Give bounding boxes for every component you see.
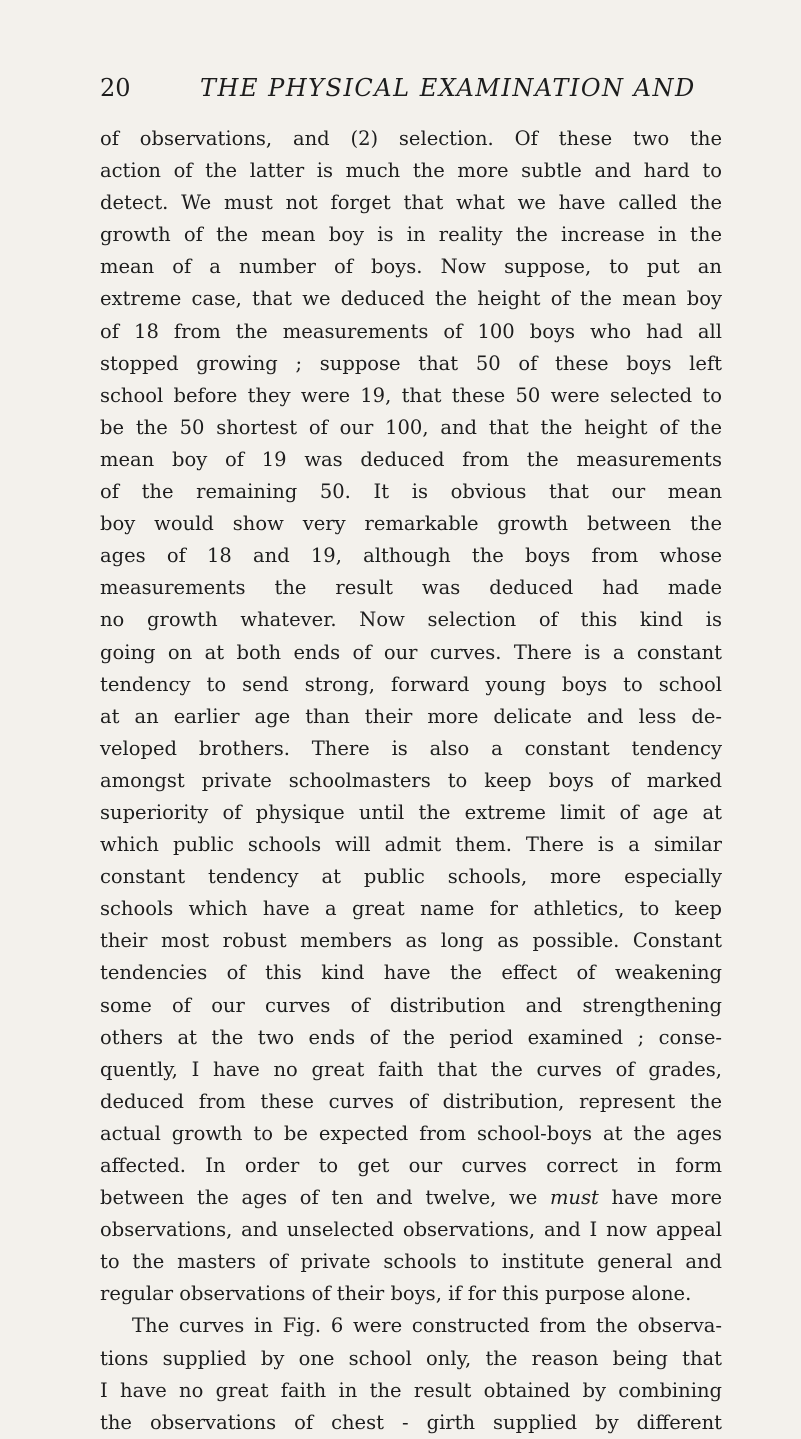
- text-line: tions supplied by one school only, the reason being that: [100, 1346, 722, 1370]
- text-line: observations, and unselected observations, and I now appeal: [100, 1218, 722, 1242]
- text-line: deduced from these curves of distribution, represent the: [100, 1089, 722, 1113]
- text-line: constant tendency at public schools, more especially: [100, 865, 722, 889]
- text-line: superiority of physique until the extreme limit of age at: [100, 800, 722, 824]
- text-line: of the remaining 50. It is obvious that our mean: [100, 480, 722, 504]
- text-segment: have more: [598, 1186, 723, 1210]
- text-line: growth of the mean boy is in reality the increase in the: [100, 223, 722, 247]
- text-line: school before they were 19, that these 50 were selected to: [100, 383, 722, 407]
- text-line: actual growth to be expected from school-boys at the ages: [100, 1121, 722, 1145]
- text-line: boy would show very remarkable growth between the: [100, 512, 722, 536]
- text-line: stopped growing ; suppose that 50 of these boys left: [100, 351, 722, 375]
- text-line: affected. In order to get our curves correct in form: [100, 1154, 722, 1177]
- running-head: THE PHYSICAL EXAMINATION AND: [200, 74, 696, 102]
- text-line: mean of a number of boys. Now suppose, to put an: [100, 255, 722, 279]
- text-line: veloped brothers. There is also a constant tendency: [100, 736, 722, 760]
- text-line: action of the latter is much the more subtle and hard to: [100, 159, 722, 183]
- page-number: 20: [100, 74, 131, 102]
- text-line: to the masters of private schools to institute general and: [100, 1250, 722, 1274]
- text-line: I have no great faith in the result obtained by combining: [100, 1378, 722, 1402]
- text-line: of 18 from the measurements of 100 boys who had all: [100, 319, 722, 343]
- text-line: others at the two ends of the period examined ; conse-: [100, 1025, 722, 1049]
- page-header: [100, 70, 720, 110]
- text-line: going on at both ends of our curves. There is a constant: [100, 640, 722, 664]
- text-line: detect. We must not forget that what we have called the: [100, 191, 722, 215]
- emphasized-word: must: [549, 1186, 599, 1210]
- text-line: tendencies of this kind have the effect of weakening: [100, 961, 722, 985]
- text-line: ages of 18 and 19, although the boys from whose: [100, 544, 722, 568]
- text-line: tendency to send strong, forward young boys to school: [100, 672, 722, 696]
- body-text: [100, 123, 722, 1439]
- text-line: some of our curves of distribution and strengthening: [100, 993, 722, 1017]
- text-line: amongst private schoolmasters to keep boys of marked: [100, 768, 722, 792]
- text-line: measurements the result was deduced had made: [100, 576, 722, 600]
- text-line: be the 50 shortest of our 100, and that the height of the: [100, 415, 722, 439]
- text-line: at an earlier age than their more delicate and less de-: [100, 704, 722, 728]
- text-line: their most robust members as long as possible. Constant: [100, 929, 722, 953]
- text-segment: between the ages of ten and twelve, we: [100, 1186, 550, 1210]
- text-line: schools which have a great name for athletics, to keep: [100, 897, 722, 921]
- text-line: of observations, and (2) selection. Of these two the: [100, 127, 722, 150]
- text-line: regular observations of their boys, if for this purpose alone.: [100, 1282, 692, 1306]
- text-line: which public schools will admit them. There is a similar: [100, 833, 722, 857]
- paragraph-first-line: The curves in Fig. 6 were constructed from the observa-: [132, 1314, 722, 1338]
- text-line: quently, I have no great faith that the curves of grades,: [100, 1057, 722, 1081]
- text-line: no growth whatever. Now selection of this kind is: [100, 608, 722, 632]
- text-line-with-emphasis: [100, 1182, 722, 1214]
- text-line: the observations of chest - girth supplied by different: [100, 1410, 722, 1434]
- text-line: mean boy of 19 was deduced from the measurements: [100, 447, 722, 471]
- text-line: extreme case, that we deduced the height of the mean boy: [100, 287, 722, 311]
